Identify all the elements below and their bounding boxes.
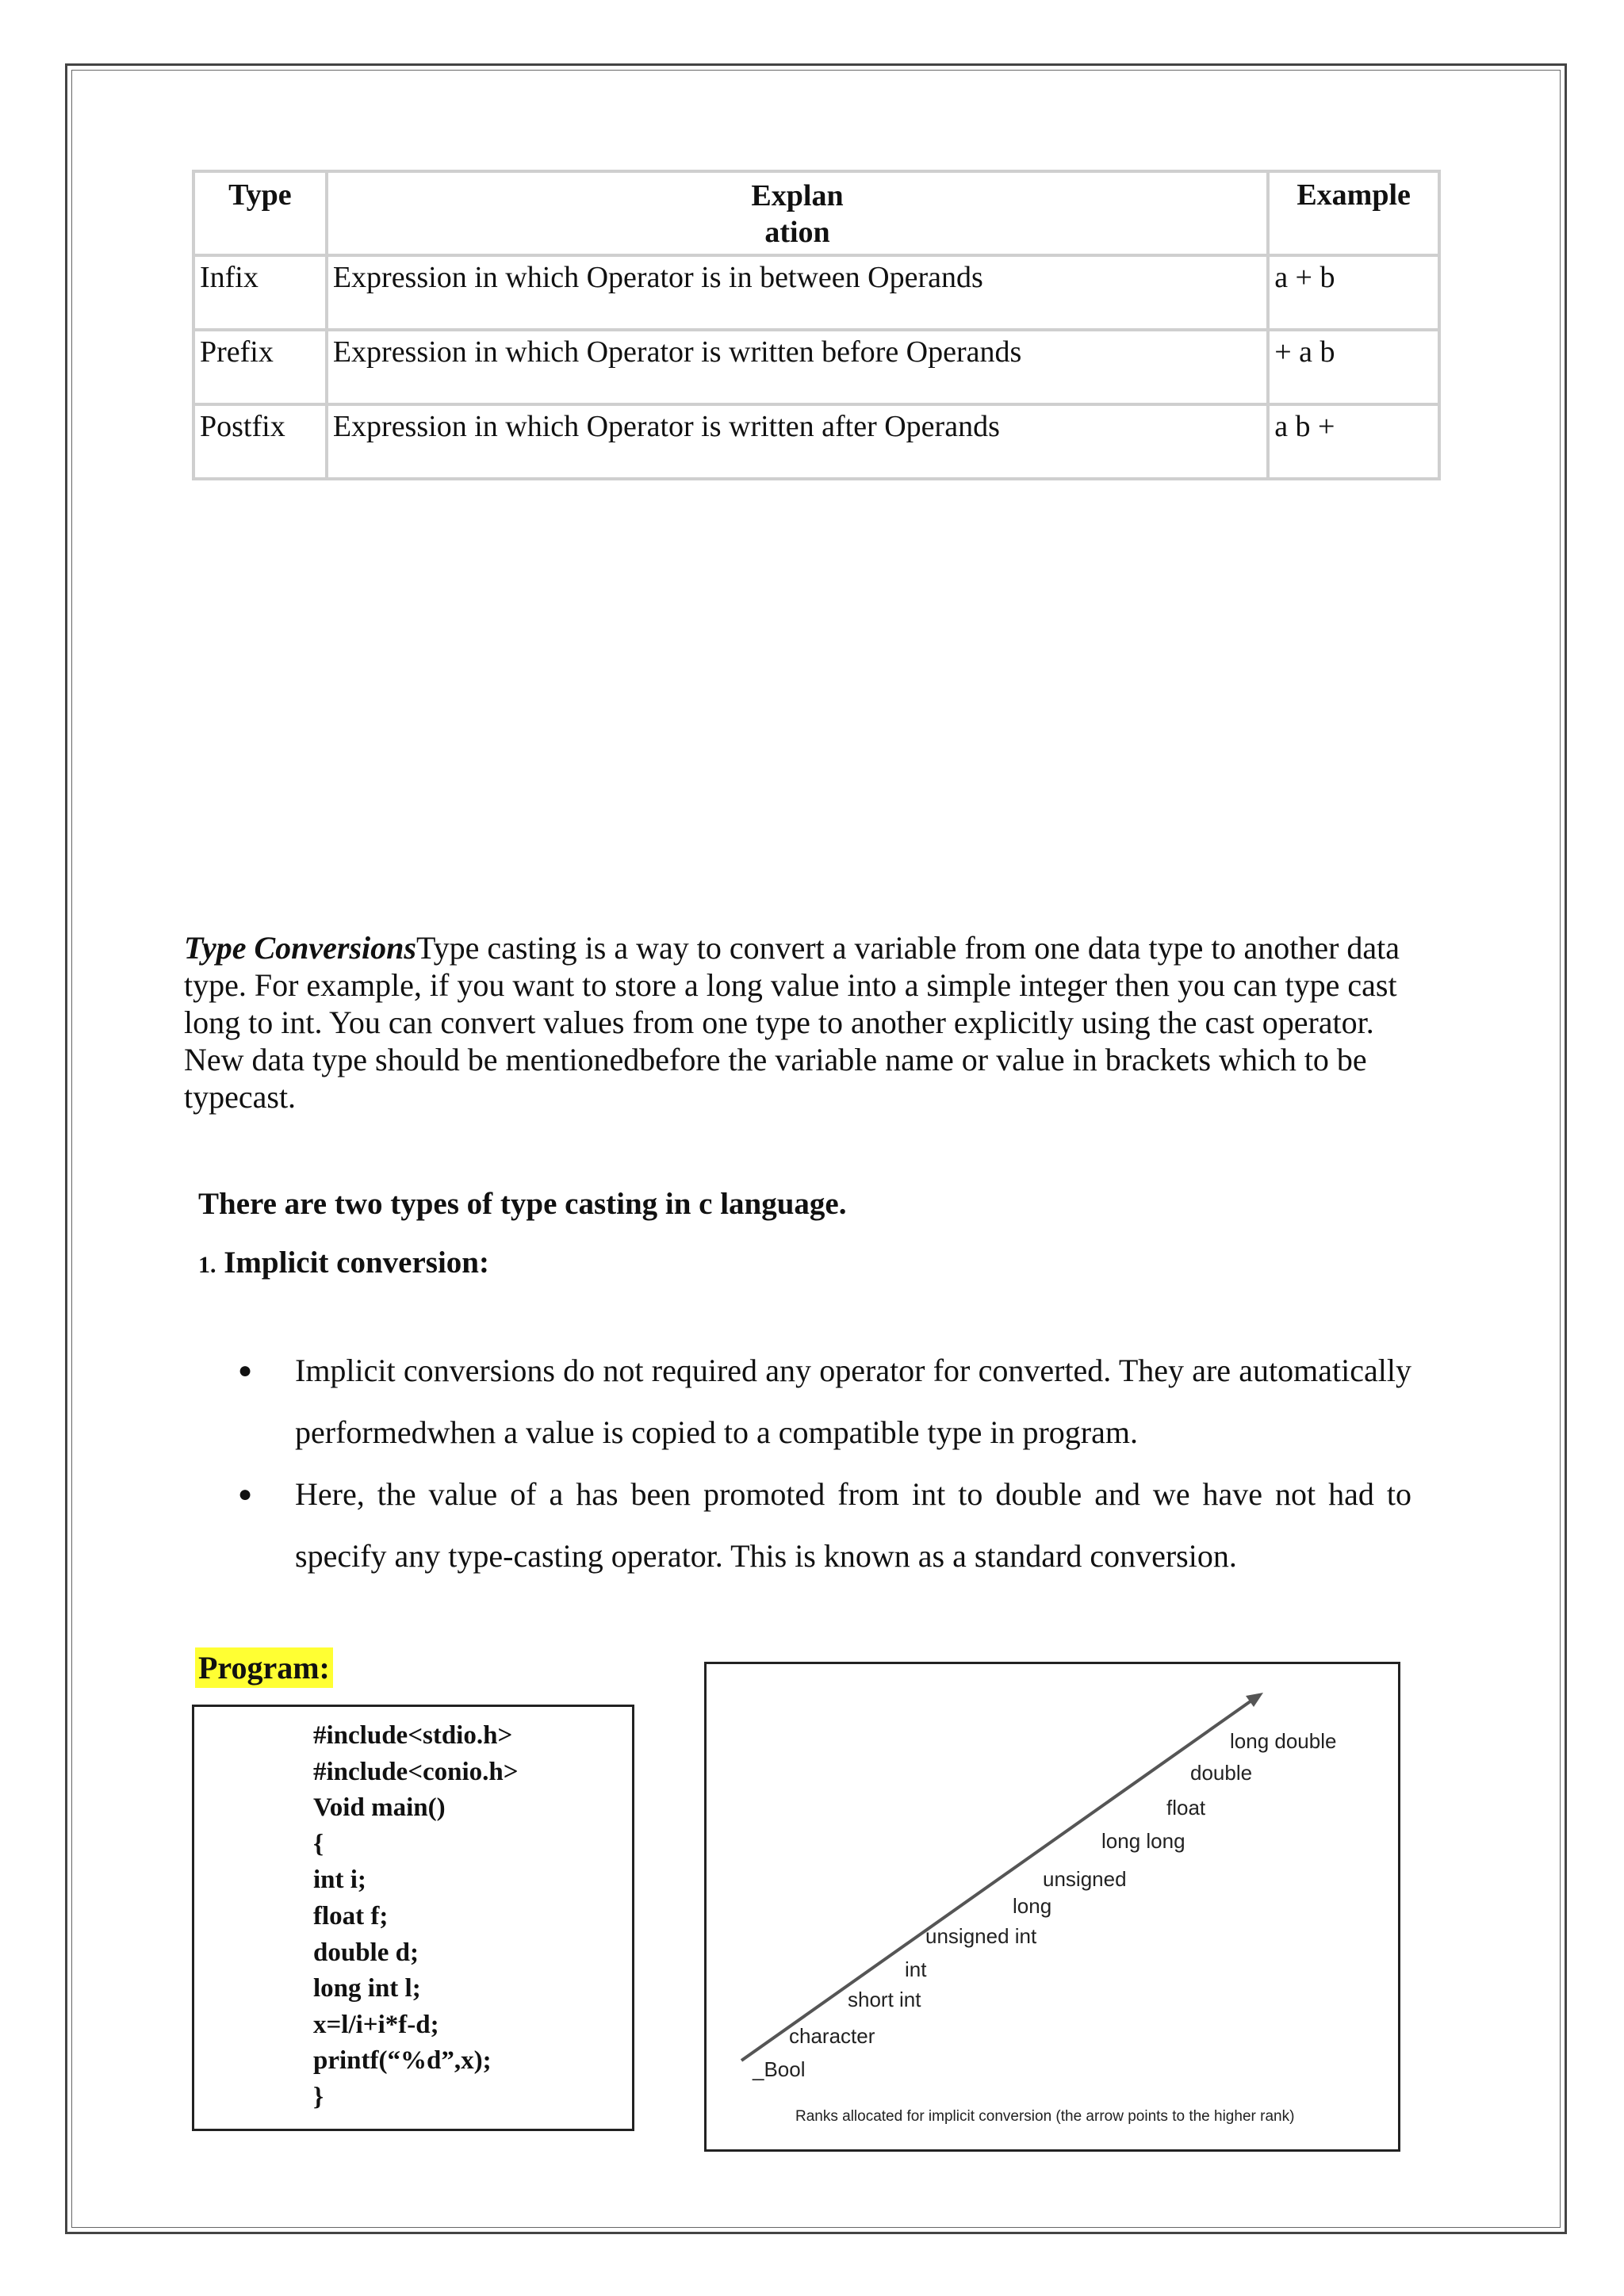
cell-type: Postfix [195,406,328,480]
cell-example: a b + [1270,406,1441,480]
bullet-icon: ● [238,1357,253,1383]
rank-label-bool: _Bool [753,2057,806,2081]
code-line: } [313,2082,324,2111]
code-lines [313,1718,519,2116]
rank-label-int: int [905,1957,927,1981]
implicit-bullet-list [238,1340,1411,1587]
code-line: #include<stdio.h> [313,1721,513,1750]
type-conversions-lead: Type Conversions [184,930,416,966]
header-example: Example [1270,173,1441,257]
table-row [195,257,1441,331]
header-type: Type [195,173,328,257]
code-line: Void main() [313,1793,446,1823]
rank-label-long-double: long double [1230,1729,1337,1753]
header-explanation-text: Explanation [751,179,844,249]
rank-label-unsigned: unsigned [1043,1867,1127,1891]
code-box [192,1705,634,2131]
rank-label-short-int: short int [848,1988,921,2011]
implicit-heading-text: Implicit conversion: [224,1246,489,1280]
rank-label-long-long: long long [1101,1829,1185,1853]
types-heading: There are two types of type casting in c language. [198,1187,847,1221]
rank-label-character: character [789,2024,875,2048]
list-item [238,1340,1411,1464]
table-row [195,406,1441,480]
implicit-heading [198,1245,489,1280]
cell-example: a + b [1270,257,1441,331]
code-line: { [313,1829,324,1858]
rank-label-long: long [1013,1894,1052,1918]
code-line: x=l/i+i*f-d; [313,2010,439,2039]
table-header-row [195,173,1441,257]
code-line: double d; [313,1938,419,1967]
cell-example: + a b [1270,331,1441,406]
rank-label-double: double [1190,1761,1253,1785]
rank-diagram [704,1662,1400,2152]
expression-table [192,170,1441,480]
bullet-text: Implicit conversions do not required any operator for converted. They are automatically performedwhen a value is copied to a compatible type in program. [295,1353,1411,1450]
rank-label-unsigned-int: unsigned int [925,1924,1037,1948]
type-conversions-paragraph [184,929,1421,1115]
code-line: printf(“%d”,x); [313,2046,492,2076]
bullet-icon: ● [238,1481,253,1507]
rank-arrow-line [741,1699,1254,2061]
cell-type: Infix [195,257,328,331]
rank-label-float: float [1166,1796,1206,1820]
cell-explanation: Expression in which Operator is in between Operands [328,257,1270,331]
header-explanation [328,173,1270,257]
rank-diagram-svg [707,1664,1398,2149]
table-row [195,331,1441,406]
code-line: long int l; [313,1974,421,2003]
bullet-text: Here, the value of a has been promoted from int to double and we have not had to specify any type-casting operator. This is known as a standard conversion. [295,1476,1411,1574]
cell-explanation: Expression in which Operator is written before Operands [328,331,1270,406]
code-line: #include<conio.h> [313,1757,519,1786]
rank-diagram-caption: Ranks allocated for implicit conversion (the arrow points to the higher rank) [795,2108,1295,2125]
cell-explanation: Expression in which Operator is written after Operands [328,406,1270,480]
implicit-number: 1. [198,1252,216,1278]
type-conversions-text: Type casting is a way to convert a variable from one data type to another data type. For example, if you want to store a long value into a simple integer then you can type cast long to int. You can convert values from one type to another explicitly using the cast operator. New data type should be mentionedbefore the variable name or value in brackets which to be typecast. [184,930,1400,1115]
rank-arrowhead-icon [1246,1693,1263,1707]
code-line: float f; [313,1901,389,1931]
cell-type: Prefix [195,331,328,406]
list-item [238,1464,1411,1587]
program-label: Program: [195,1647,333,1688]
code-line: int i; [313,1866,366,1895]
